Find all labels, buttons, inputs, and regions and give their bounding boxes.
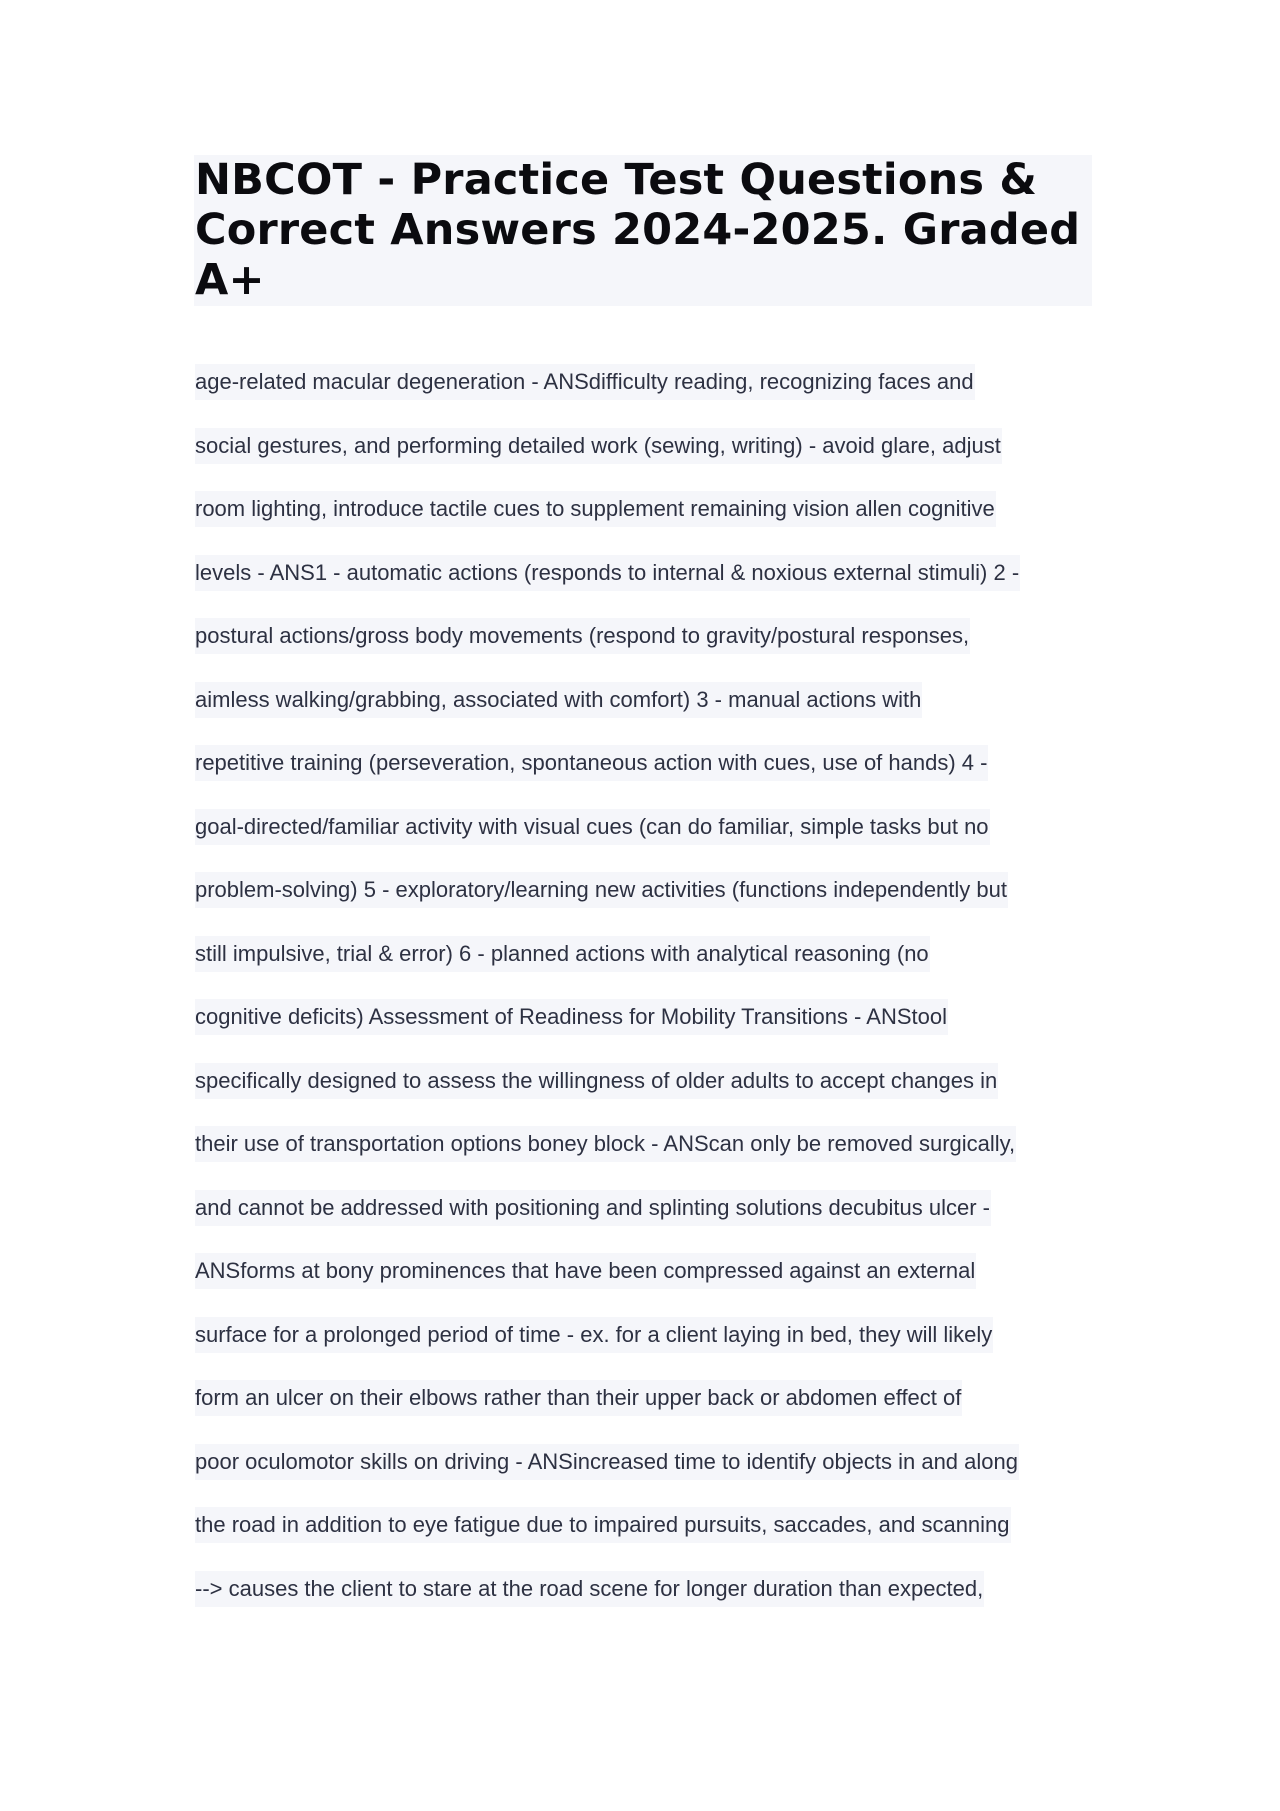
text-line (195, 999, 1095, 1063)
text-line (195, 1380, 1095, 1444)
text-line (195, 682, 1095, 746)
title-block (194, 155, 1092, 306)
document-title: NBCOT - Practice Test Questions & Correct Answers 2024-2025. Graded A+ (195, 155, 1081, 305)
text-line (195, 1190, 1095, 1254)
text-line (195, 555, 1095, 619)
text-line (195, 745, 1095, 809)
text-line-content: problem-solving) 5 - exploratory/learning new activities (functions independently but (195, 872, 1008, 908)
text-line (195, 1317, 1095, 1381)
text-line-content: still impulsive, trial & error) 6 - planned actions with analytical reasoning (no (195, 936, 930, 972)
text-line (195, 1507, 1095, 1571)
text-line-content: room lighting, introduce tactile cues to supplement remaining vision allen cognitive (195, 491, 996, 527)
text-line-content: the road in addition to eye fatigue due to impaired pursuits, saccades, and scanning (195, 1507, 1011, 1543)
text-line-content: surface for a prolonged period of time - ex. for a client laying in bed, they will likely (195, 1317, 993, 1353)
text-line-content: their use of transportation options boney block - ANScan only be removed surgically, (195, 1126, 1016, 1162)
text-line-content: specifically designed to assess the willingness of older adults to accept changes in (195, 1063, 998, 1099)
text-line (195, 428, 1095, 492)
text-line (195, 936, 1095, 1000)
text-line (195, 491, 1095, 555)
text-line-content: poor oculomotor skills on driving - ANSincreased time to identify objects in and along (195, 1444, 1019, 1480)
text-line-content: goal-directed/familiar activity with visual cues (can do familiar, simple tasks but no (195, 809, 990, 845)
text-line-content: postural actions/gross body movements (respond to gravity/postural responses, (195, 618, 970, 654)
text-line-content: --> causes the client to stare at the road scene for longer duration than expected, (195, 1571, 984, 1607)
text-line (195, 1444, 1095, 1508)
document-body (195, 364, 1095, 1634)
text-line (195, 1126, 1095, 1190)
text-line (195, 809, 1095, 873)
text-line-content: social gestures, and performing detailed work (sewing, writing) - avoid glare, adjust (195, 428, 1002, 464)
text-line (195, 1253, 1095, 1317)
text-line-content: form an ulcer on their elbows rather than their upper back or abdomen effect of (195, 1380, 962, 1416)
text-line-content: repetitive training (perseveration, spontaneous action with cues, use of hands) 4 - (195, 745, 988, 781)
text-line-content: age-related macular degeneration - ANSdifficulty reading, recognizing faces and (195, 364, 975, 400)
text-line (195, 1571, 1095, 1635)
text-line-content: ANSforms at bony prominences that have been compressed against an external (195, 1253, 976, 1289)
text-line-content: cognitive deficits) Assessment of Readiness for Mobility Transitions - ANStool (195, 999, 948, 1035)
text-line (195, 364, 1095, 428)
text-line-content: and cannot be addressed with positioning and splinting solutions decubitus ulcer - (195, 1190, 991, 1226)
text-line (195, 1063, 1095, 1127)
text-line-content: levels - ANS1 - automatic actions (responds to internal & noxious external stimuli) 2 - (195, 555, 1020, 591)
text-line (195, 618, 1095, 682)
text-line (195, 872, 1095, 936)
text-line-content: aimless walking/grabbing, associated with comfort) 3 - manual actions with (195, 682, 922, 718)
